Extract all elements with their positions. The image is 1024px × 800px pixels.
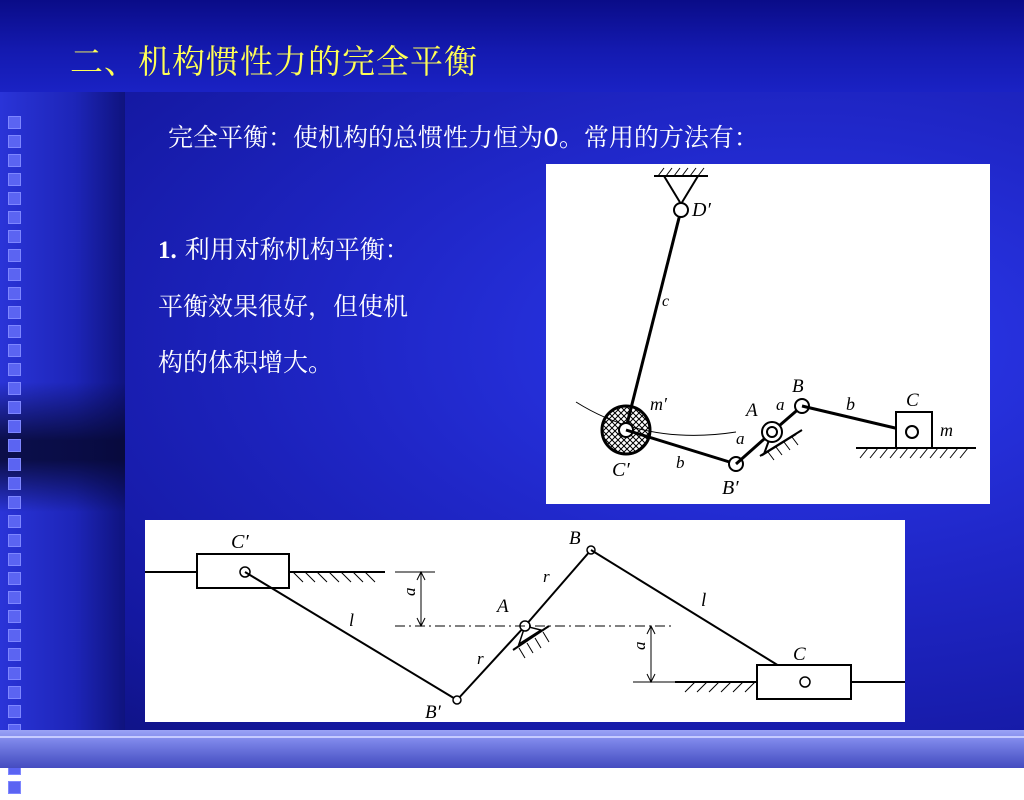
joint-b-prime: [453, 696, 461, 704]
label-r-bottom: r: [477, 649, 484, 668]
label-l-left: l: [349, 610, 355, 630]
method-line-2: 构的体积增大。: [158, 348, 334, 377]
joint-a: [767, 427, 777, 437]
label-b-bottom: b: [676, 453, 685, 472]
label-r-top: r: [543, 567, 550, 586]
label-m: m: [940, 420, 953, 440]
label-b: B: [792, 376, 804, 397]
label-b-prime: B′: [425, 702, 441, 722]
method-heading-text: 利用对称机构平衡：: [184, 235, 410, 264]
left-ground-hatch: [293, 572, 375, 582]
link-l-left: [245, 572, 457, 700]
label-a-lower: a: [630, 641, 649, 650]
label-m-prime: m′: [650, 394, 667, 414]
label-b-top: b: [846, 394, 855, 414]
label-b: B: [569, 528, 581, 549]
label-c: C: [793, 644, 806, 665]
label-c: C: [906, 390, 919, 411]
right-ground-hatch: [685, 682, 755, 692]
label-a: A: [497, 596, 509, 617]
symmetric-linkage-figure: [546, 164, 990, 504]
label-l-right: l: [701, 590, 707, 611]
method-description: [158, 222, 528, 391]
joint-d-prime: [674, 203, 688, 217]
slider-crank-diagram: [145, 520, 905, 722]
top-ground-hatch: [658, 168, 704, 176]
label-a-top: a: [776, 395, 785, 414]
method-line-1: 平衡效果很好，但使机: [158, 292, 409, 321]
link-l-right: [591, 550, 805, 682]
joint-c: [800, 677, 810, 687]
slider-ground-hatch: [860, 448, 968, 458]
label-c-link: c: [662, 293, 670, 310]
label-d-prime: D′: [692, 199, 711, 221]
crank-r-top: [525, 550, 591, 626]
label-c-prime: C′: [231, 531, 249, 553]
slide-title: 二、机构惯性力的完全平衡: [70, 42, 478, 81]
crank-r-bottom: [457, 626, 525, 700]
method-number: 1.: [158, 237, 177, 264]
label-b-prime: B′: [722, 477, 739, 499]
symmetric-linkage-diagram: [546, 164, 990, 504]
pivot-a-ground: [513, 626, 549, 650]
label-c-prime: C′: [612, 459, 630, 481]
definition-text: 完全平衡：使机构的总惯性力恒为0。常用的方法有：: [168, 123, 759, 152]
joint-c: [906, 426, 918, 438]
label-a-upper: a: [400, 587, 419, 596]
label-a: A: [746, 400, 758, 421]
label-a-bottom: a: [736, 429, 745, 448]
bottom-decorative-band: [0, 730, 1024, 768]
method-heading: [158, 222, 528, 279]
decorative-squares: [8, 116, 22, 800]
slider-crank-figure: [145, 520, 905, 722]
